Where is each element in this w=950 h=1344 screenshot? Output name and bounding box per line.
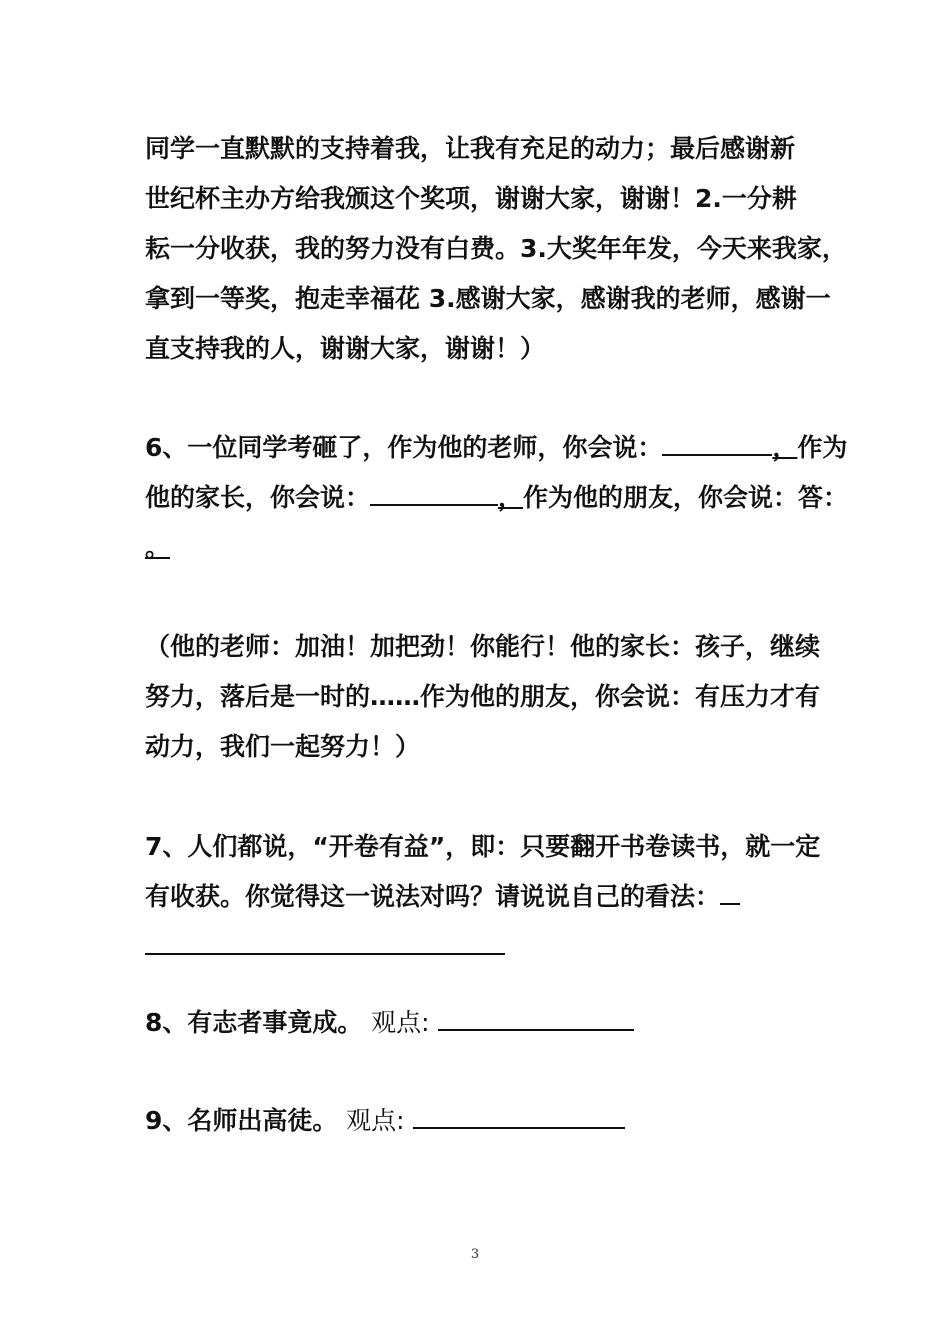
question-9-prompt: 观点:	[346, 1106, 405, 1135]
paragraph-1-line: 直支持我的人，谢谢大家，谢谢！）	[145, 334, 546, 363]
question-8	[145, 998, 815, 1048]
opinion-answer-blank-start[interactable]	[720, 873, 740, 905]
question-8-label: 8、有志者事竟成。	[145, 1008, 363, 1037]
question-9-answer-blank[interactable]	[413, 1097, 625, 1129]
answer-6-line: （他的老师：加油！加把劲！你能行！他的家长：孩子，继续	[145, 632, 821, 661]
paragraph-1	[145, 124, 847, 374]
question-8-answer-blank[interactable]	[438, 999, 634, 1031]
answer-6	[145, 622, 821, 772]
opinion-answer-blank[interactable]	[145, 923, 505, 955]
question-6-friend-prompt: 作为他的朋友，你会说：答：	[523, 483, 849, 512]
paragraph-1-line: 拿到一等奖，抱走幸福花 3.感谢大家，感谢我的老师，感谢一	[145, 284, 831, 313]
question-6	[145, 423, 849, 573]
question-6-line-1	[145, 423, 848, 473]
question-7-line-2	[145, 872, 815, 922]
question-6-line-3	[145, 523, 815, 573]
question-7	[145, 822, 821, 972]
paragraph-1-line: 世纪杯主办方给我颁这个奖项，谢谢大家，谢谢！2.一分耕	[145, 184, 797, 213]
question-6-as-text: 作为	[797, 433, 848, 462]
question-9	[145, 1096, 815, 1146]
question-7-prompt: 有收获。你觉得这一说法对吗？请说说自己的看法：	[145, 882, 721, 911]
question-6-period: 。	[145, 533, 171, 562]
teacher-answer-blank[interactable]	[662, 424, 772, 456]
answer-6-line: 动力，我们一起努力！）	[145, 732, 421, 761]
question-9-label: 9、名师出高徒。	[145, 1106, 338, 1135]
question-6-parent-prompt: 他的家长，你会说：	[145, 483, 371, 512]
question-8-prompt: 观点:	[371, 1008, 430, 1037]
question-6-comma: ，	[772, 433, 798, 462]
question-6-comma: ，	[498, 483, 524, 512]
paragraph-1-line: 耘一分收获，我的努力没有白费。3.大奖年年发，今天来我家，	[145, 234, 847, 263]
answer-6-line: 努力，落后是一时的……作为他的朋友，你会说：有压力才有	[145, 682, 821, 711]
page-number: 3	[470, 1247, 480, 1262]
question-8-line	[145, 998, 815, 1048]
question-7-line-3	[145, 922, 815, 972]
question-6-teacher-prompt: 6、一位同学考砸了，作为他的老师，你会说：	[145, 433, 663, 462]
paragraph-1-line: 同学一直默默的支持着我，让我有充足的动力；最后感谢新	[145, 134, 796, 163]
parent-answer-blank[interactable]	[370, 474, 498, 506]
question-9-line	[145, 1096, 815, 1146]
question-6-line-2	[145, 473, 849, 523]
question-7-line-1: 7、人们都说，“开卷有益”，即：只要翻开书卷读书，就一定	[145, 832, 821, 861]
